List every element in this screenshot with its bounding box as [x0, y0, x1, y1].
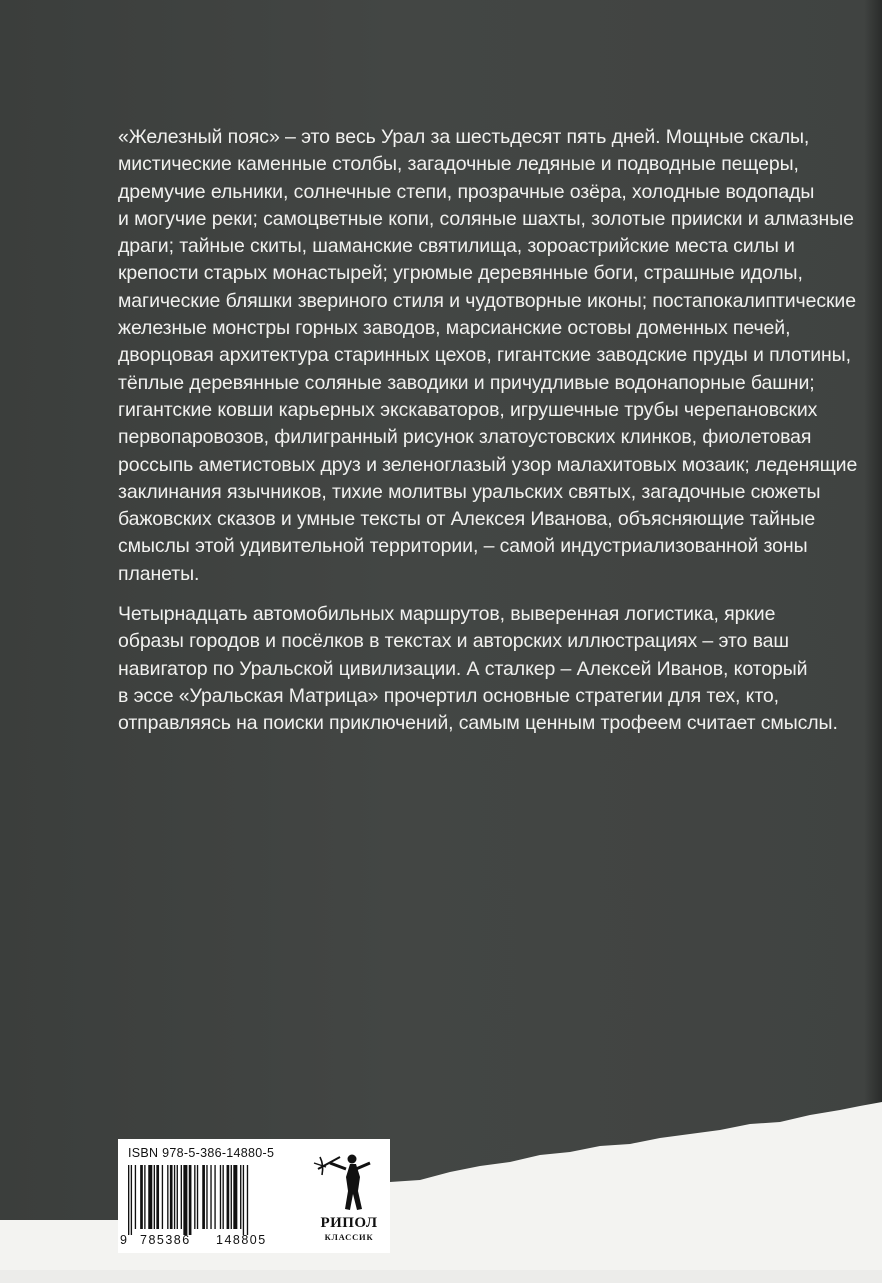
barcode-panel	[118, 1139, 390, 1253]
text-line: Четырнадцать автомобильных маршрутов, выверенная логистика, яркие	[118, 603, 776, 626]
cover-edge-shadow	[864, 0, 882, 1283]
text-line: россыпь аметистовых друз и зеленоглазый узор малахитовых мозаик; леденящие	[118, 453, 858, 476]
text-line: планеты.	[118, 562, 200, 585]
text-line: тёплые деревянные соляные заводики и причудливые водонапорные башни;	[118, 371, 815, 394]
text-line: дремучие ельники, солнечные степи, прозрачные озёра, холодные водопады	[118, 180, 815, 203]
barcode-digit-lead: 9	[120, 1233, 129, 1247]
annotation-paragraph-2	[118, 601, 838, 737]
text-line: дворцовая архитектура старинных цехов, гигантские заводские пруды и плотины,	[118, 344, 851, 367]
barcode-digits-left: 785386	[140, 1233, 191, 1247]
text-line: крепости старых монастырей; угрюмые деревянные боги, страшные идолы,	[118, 262, 803, 285]
text-line: магические бляшки звериного стиля и чудотворные иконы; постапокалиптические	[118, 289, 856, 312]
text-line: смыслы этой удивительной территории, – самой индустриализованной зоны	[118, 535, 808, 558]
text-line: в эссе «Уральская Матрица» прочертил основные стратегии для тех, кто,	[118, 684, 779, 707]
isbn-number: ISBN 978-5-386-14880-5	[128, 1146, 275, 1160]
text-line: мистические каменные столбы, загадочные ледяные и подводные пещеры,	[118, 153, 799, 176]
publisher-name: РИПОЛ	[320, 1215, 378, 1231]
text-line: железные монстры горных заводов, марсианские остовы доменных печей,	[118, 317, 791, 340]
text-line: бажовских сказов и умные тексты от Алексея Иванова, объясняющие тайные	[118, 508, 816, 531]
publisher-subtitle: КЛАССИК	[324, 1232, 374, 1242]
barcode-bars	[128, 1165, 286, 1235]
annotation-text	[118, 124, 858, 738]
text-line: «Железный пояс» – это весь Урал за шестьдесят пять дней. Мощные скалы,	[118, 126, 810, 148]
barcode-digits-right: 148805	[216, 1233, 267, 1247]
text-line: отправляясь на поиски приключений, самым ценным трофеем считает смыслы.	[118, 712, 838, 735]
text-line: образы городов и посёлков в текстах и авторских иллюстрациях – это ваш	[118, 630, 789, 653]
annotation-paragraph-1	[118, 124, 858, 588]
text-line: драги; тайные скиты, шаманские святилища, зороастрийские места силы и	[118, 235, 795, 258]
text-line: навигатор по Уральской цивилизации. А сталкер – Алексей Иванов, который	[118, 657, 808, 680]
text-line: первопаровозов, филигранный рисунок златоустовских клинков, фиолетовая	[118, 426, 812, 449]
text-line: и могучие реки; самоцветные копи, соляные шахты, золотые прииски и алмазные	[118, 207, 854, 230]
text-line: заклинания язычников, тихие молитвы уральских святых, загадочные сюжеты	[118, 480, 821, 503]
text-line: гигантские ковши карьерных экскаваторов, игрушечные трубы черепановских	[118, 398, 818, 421]
